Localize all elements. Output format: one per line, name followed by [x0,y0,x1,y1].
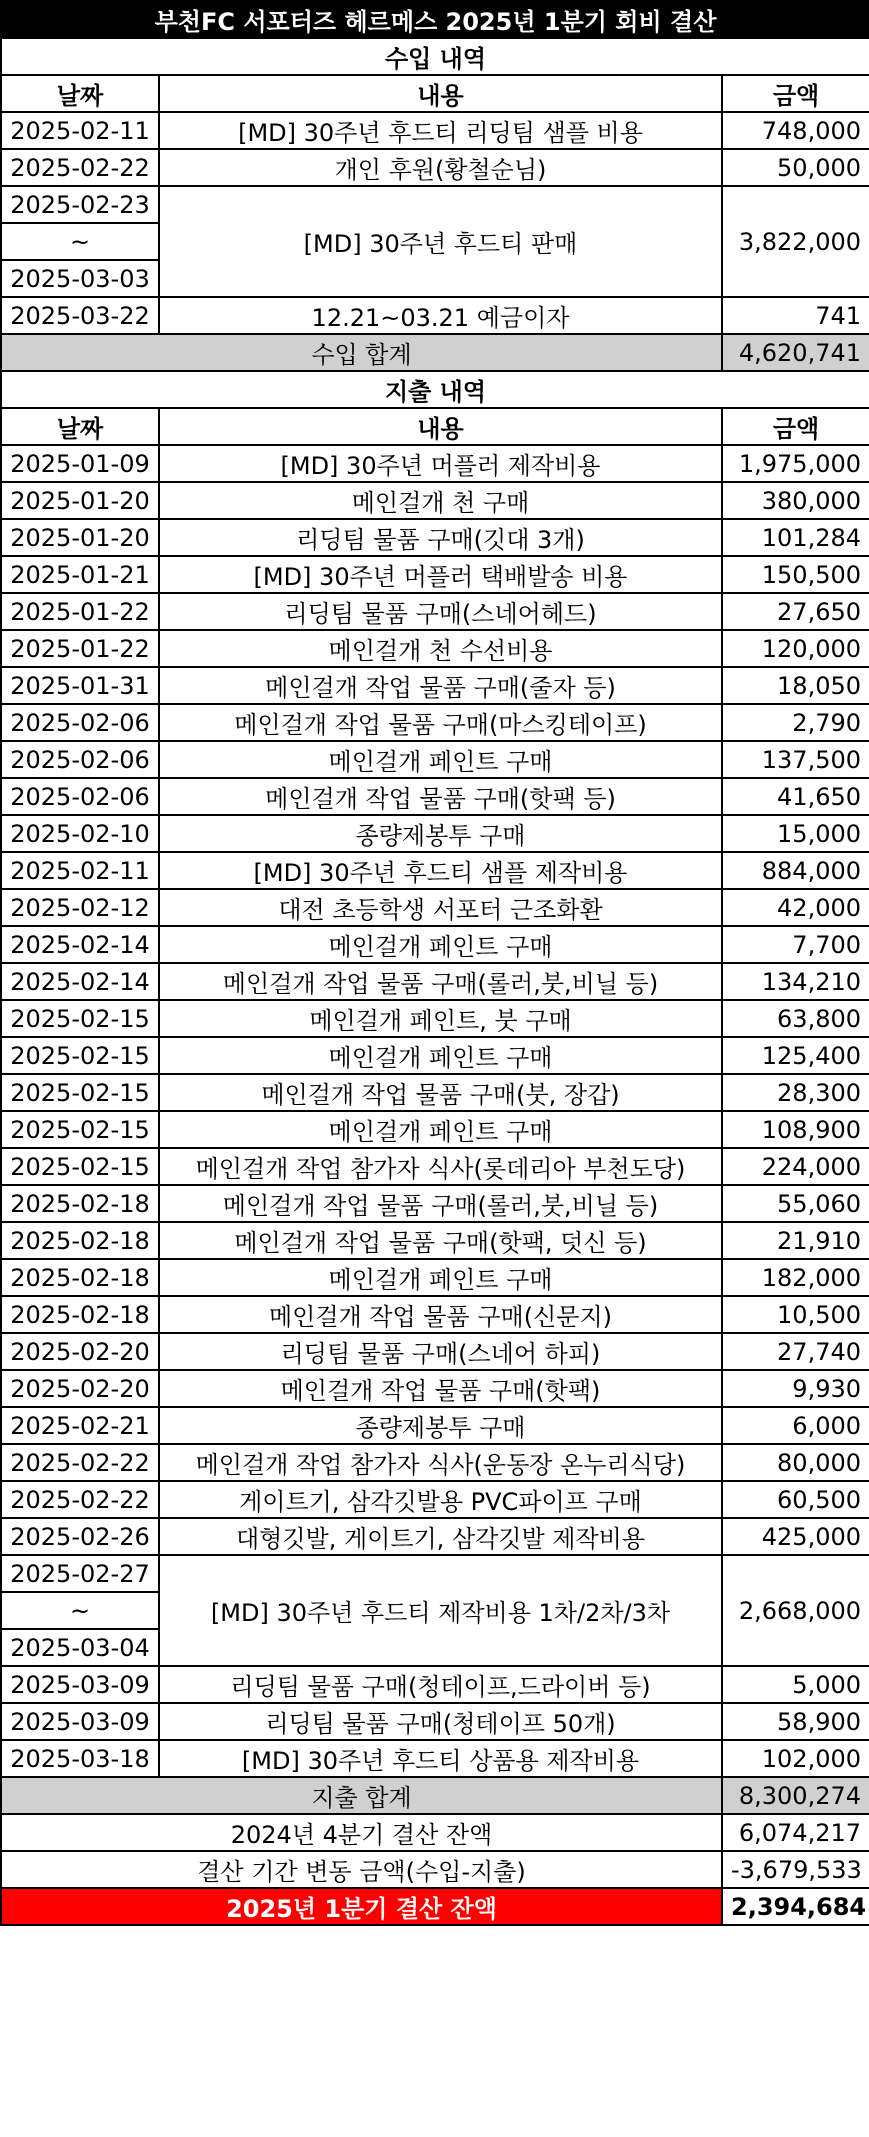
date-from: 2025-02-23 [1,186,159,223]
date: 2025-01-21 [1,556,159,593]
date: 2025-01-31 [1,667,159,704]
amount: 7,700 [722,926,869,963]
change-amount: -3,679,533 [722,1851,869,1888]
prev-balance-label: 2024년 4분기 결산 잔액 [1,1814,722,1851]
amount: 134,210 [722,963,869,1000]
date: 2025-02-18 [1,1222,159,1259]
description: 리딩팀 물품 구매(스네어 하피) [159,1333,722,1370]
expense-total-amount: 8,300,274 [722,1777,869,1814]
description: 메인걸개 작업 물품 구매(롤러,붓,비닐 등) [159,1185,722,1222]
expense-row [1,1185,869,1222]
amount: 18,050 [722,667,869,704]
date: 2025-02-12 [1,889,159,926]
expense-row [1,1518,869,1555]
date: 2025-02-11 [1,852,159,889]
date: 2025-02-15 [1,1148,159,1185]
expense-row [1,926,869,963]
description: 메인걸개 작업 참가자 식사(운동장 온누리식당) [159,1444,722,1481]
amount: 58,900 [722,1703,869,1740]
amount: 102,000 [722,1740,869,1777]
final-balance-row [1,1888,869,1925]
date: 2025-02-14 [1,926,159,963]
description: 메인걸개 작업 물품 구매(마스킹테이프) [159,704,722,741]
description: [MD] 30주년 후드티 리딩팀 샘플 비용 [159,112,722,149]
amount: 2,790 [722,704,869,741]
expense-row [1,704,869,741]
date: 2025-02-15 [1,1074,159,1111]
income-header-row [1,75,869,112]
title-row [1,1,869,38]
description: 12.21~03.21 예금이자 [159,297,722,334]
amount: 2,668,000 [722,1555,869,1666]
description: 메인걸개 작업 물품 구매(줄자 등) [159,667,722,704]
expense-row [1,1000,869,1037]
description: 메인걸개 페인트 구매 [159,1111,722,1148]
description: 메인걸개 페인트 구매 [159,1259,722,1296]
expense-row [1,1148,869,1185]
amount: 41,650 [722,778,869,815]
date: 2025-02-26 [1,1518,159,1555]
income-total-row [1,334,869,371]
amount: 9,930 [722,1370,869,1407]
description: 메인걸개 작업 물품 구매(핫팩) [159,1370,722,1407]
date: 2025-01-20 [1,519,159,556]
date: 2025-02-06 [1,778,159,815]
amount: 10,500 [722,1296,869,1333]
amount: 3,822,000 [722,186,869,297]
date: 2025-01-20 [1,482,159,519]
amount: 182,000 [722,1259,869,1296]
date: 2025-03-22 [1,297,159,334]
date-range-separator: ~ [1,223,159,260]
description: [MD] 30주년 머플러 택배발송 비용 [159,556,722,593]
expense-row [1,630,869,667]
amount: 50,000 [722,149,869,186]
description: 대형깃발, 게이트기, 삼각깃발 제작비용 [159,1518,722,1555]
description: 메인걸개 페인트 구매 [159,741,722,778]
date-range-separator: ~ [1,1592,159,1629]
income-header-amount: 금액 [722,75,869,112]
description: 메인걸개 페인트 구매 [159,1037,722,1074]
change-row [1,1851,869,1888]
amount: 380,000 [722,482,869,519]
date: 2025-02-22 [1,1481,159,1518]
income-section-title: 수입 내역 [1,38,869,75]
income-header-date: 날짜 [1,75,159,112]
expense-header-amount: 금액 [722,408,869,445]
expense-row [1,1222,869,1259]
amount: 120,000 [722,630,869,667]
expense-row [1,519,869,556]
date-to: 2025-03-04 [1,1629,159,1666]
date: 2025-02-10 [1,815,159,852]
amount: 80,000 [722,1444,869,1481]
amount: 425,000 [722,1518,869,1555]
description: 리딩팀 물품 구매(청테이프,드라이버 등) [159,1666,722,1703]
date: 2025-01-22 [1,593,159,630]
expense-row [1,1481,869,1518]
expense-row [1,1296,869,1333]
prev-balance-row [1,1814,869,1851]
description: 리딩팀 물품 구매(깃대 3개) [159,519,722,556]
expense-total-row [1,1777,869,1814]
description: [MD] 30주년 후드티 샘플 제작비용 [159,852,722,889]
prev-balance-amount: 6,074,217 [722,1814,869,1851]
income-section-row [1,38,869,75]
expense-row [1,667,869,704]
amount: 21,910 [722,1222,869,1259]
expense-row [1,1666,869,1703]
expense-row [1,1740,869,1777]
amount: 150,500 [722,556,869,593]
date: 2025-02-18 [1,1185,159,1222]
expense-row [1,1370,869,1407]
date: 2025-02-15 [1,1111,159,1148]
expense-row [1,852,869,889]
income-row [1,297,869,334]
amount: 137,500 [722,741,869,778]
date: 2025-02-15 [1,1000,159,1037]
income-header-desc: 내용 [159,75,722,112]
description: 메인걸개 페인트 구매 [159,926,722,963]
income-row [1,112,869,149]
description: 메인걸개 작업 물품 구매(핫팩, 덧신 등) [159,1222,722,1259]
expense-row [1,1111,869,1148]
date: 2025-02-18 [1,1296,159,1333]
description: 메인걸개 작업 물품 구매(신문지) [159,1296,722,1333]
expense-total-label: 지출 합계 [1,1777,722,1814]
description: [MD] 30주년 머플러 제작비용 [159,445,722,482]
amount: 224,000 [722,1148,869,1185]
amount: 741 [722,297,869,334]
date: 2025-02-14 [1,963,159,1000]
date: 2025-02-22 [1,149,159,186]
description: 개인 후원(황철순님) [159,149,722,186]
expense-row [1,1444,869,1481]
description: 대전 초등학생 서포터 근조화환 [159,889,722,926]
date: 2025-02-18 [1,1259,159,1296]
date: 2025-02-06 [1,741,159,778]
amount: 28,300 [722,1074,869,1111]
amount: 15,000 [722,815,869,852]
final-balance-amount: 2,394,684 [722,1888,869,1925]
income-total-amount: 4,620,741 [722,334,869,371]
description: 종량제봉투 구매 [159,1407,722,1444]
amount: 55,060 [722,1185,869,1222]
date: 2025-01-09 [1,445,159,482]
expense-row [1,1074,869,1111]
expense-row [1,1259,869,1296]
expense-row [1,482,869,519]
date: 2025-01-22 [1,630,159,667]
date: 2025-02-21 [1,1407,159,1444]
description: [MD] 30주년 후드티 판매 [159,186,722,297]
date: 2025-02-15 [1,1037,159,1074]
expense-row [1,741,869,778]
expense-row [1,889,869,926]
amount: 42,000 [722,889,869,926]
expense-row [1,445,869,482]
expense-row [1,593,869,630]
description: 메인걸개 작업 물품 구매(롤러,붓,비닐 등) [159,963,722,1000]
description: 메인걸개 작업 물품 구매(붓, 장갑) [159,1074,722,1111]
date: 2025-02-06 [1,704,159,741]
amount: 27,740 [722,1333,869,1370]
income-total-label: 수입 합계 [1,334,722,371]
date-from: 2025-02-27 [1,1555,159,1592]
amount: 884,000 [722,852,869,889]
description: [MD] 30주년 후드티 제작비용 1차/2차/3차 [159,1555,722,1666]
income-row [1,149,869,186]
date-to: 2025-03-03 [1,260,159,297]
date: 2025-03-09 [1,1666,159,1703]
amount: 108,900 [722,1111,869,1148]
expense-header-row [1,408,869,445]
description: 메인걸개 페인트, 붓 구매 [159,1000,722,1037]
date: 2025-02-20 [1,1333,159,1370]
amount: 60,500 [722,1481,869,1518]
expense-section-row [1,371,869,408]
description: 메인걸개 작업 참가자 식사(롯데리아 부천도당) [159,1148,722,1185]
expense-header-desc: 내용 [159,408,722,445]
amount: 6,000 [722,1407,869,1444]
amount: 101,284 [722,519,869,556]
description: 메인걸개 천 구매 [159,482,722,519]
date: 2025-03-18 [1,1740,159,1777]
amount: 27,650 [722,593,869,630]
expense-row [1,1037,869,1074]
date: 2025-02-22 [1,1444,159,1481]
date: 2025-03-09 [1,1703,159,1740]
description: 리딩팀 물품 구매(스네어헤드) [159,593,722,630]
date: 2025-02-20 [1,1370,159,1407]
expense-header-date: 날짜 [1,408,159,445]
expense-row [1,1407,869,1444]
amount: 125,400 [722,1037,869,1074]
expense-row [1,556,869,593]
amount: 1,975,000 [722,445,869,482]
description: [MD] 30주년 후드티 상품용 제작비용 [159,1740,722,1777]
expense-row [1,963,869,1000]
page-title: 부천FC 서포터즈 헤르메스 2025년 1분기 회비 결산 [1,1,869,38]
date: 2025-02-11 [1,112,159,149]
amount: 5,000 [722,1666,869,1703]
description: 메인걸개 작업 물품 구매(핫팩 등) [159,778,722,815]
amount: 748,000 [722,112,869,149]
expense-section-title: 지출 내역 [1,371,869,408]
final-balance-label: 2025년 1분기 결산 잔액 [1,1888,722,1925]
amount: 63,800 [722,1000,869,1037]
expense-row [1,778,869,815]
description: 게이트기, 삼각깃발용 PVC파이프 구매 [159,1481,722,1518]
description: 종량제봉투 구매 [159,815,722,852]
expense-row [1,815,869,852]
description: 리딩팀 물품 구매(청테이프 50개) [159,1703,722,1740]
description: 메인걸개 천 수선비용 [159,630,722,667]
change-label: 결산 기간 변동 금액(수입-지출) [1,1851,722,1888]
expense-row [1,1555,869,1592]
income-row [1,186,869,223]
expense-row [1,1703,869,1740]
expense-row [1,1333,869,1370]
